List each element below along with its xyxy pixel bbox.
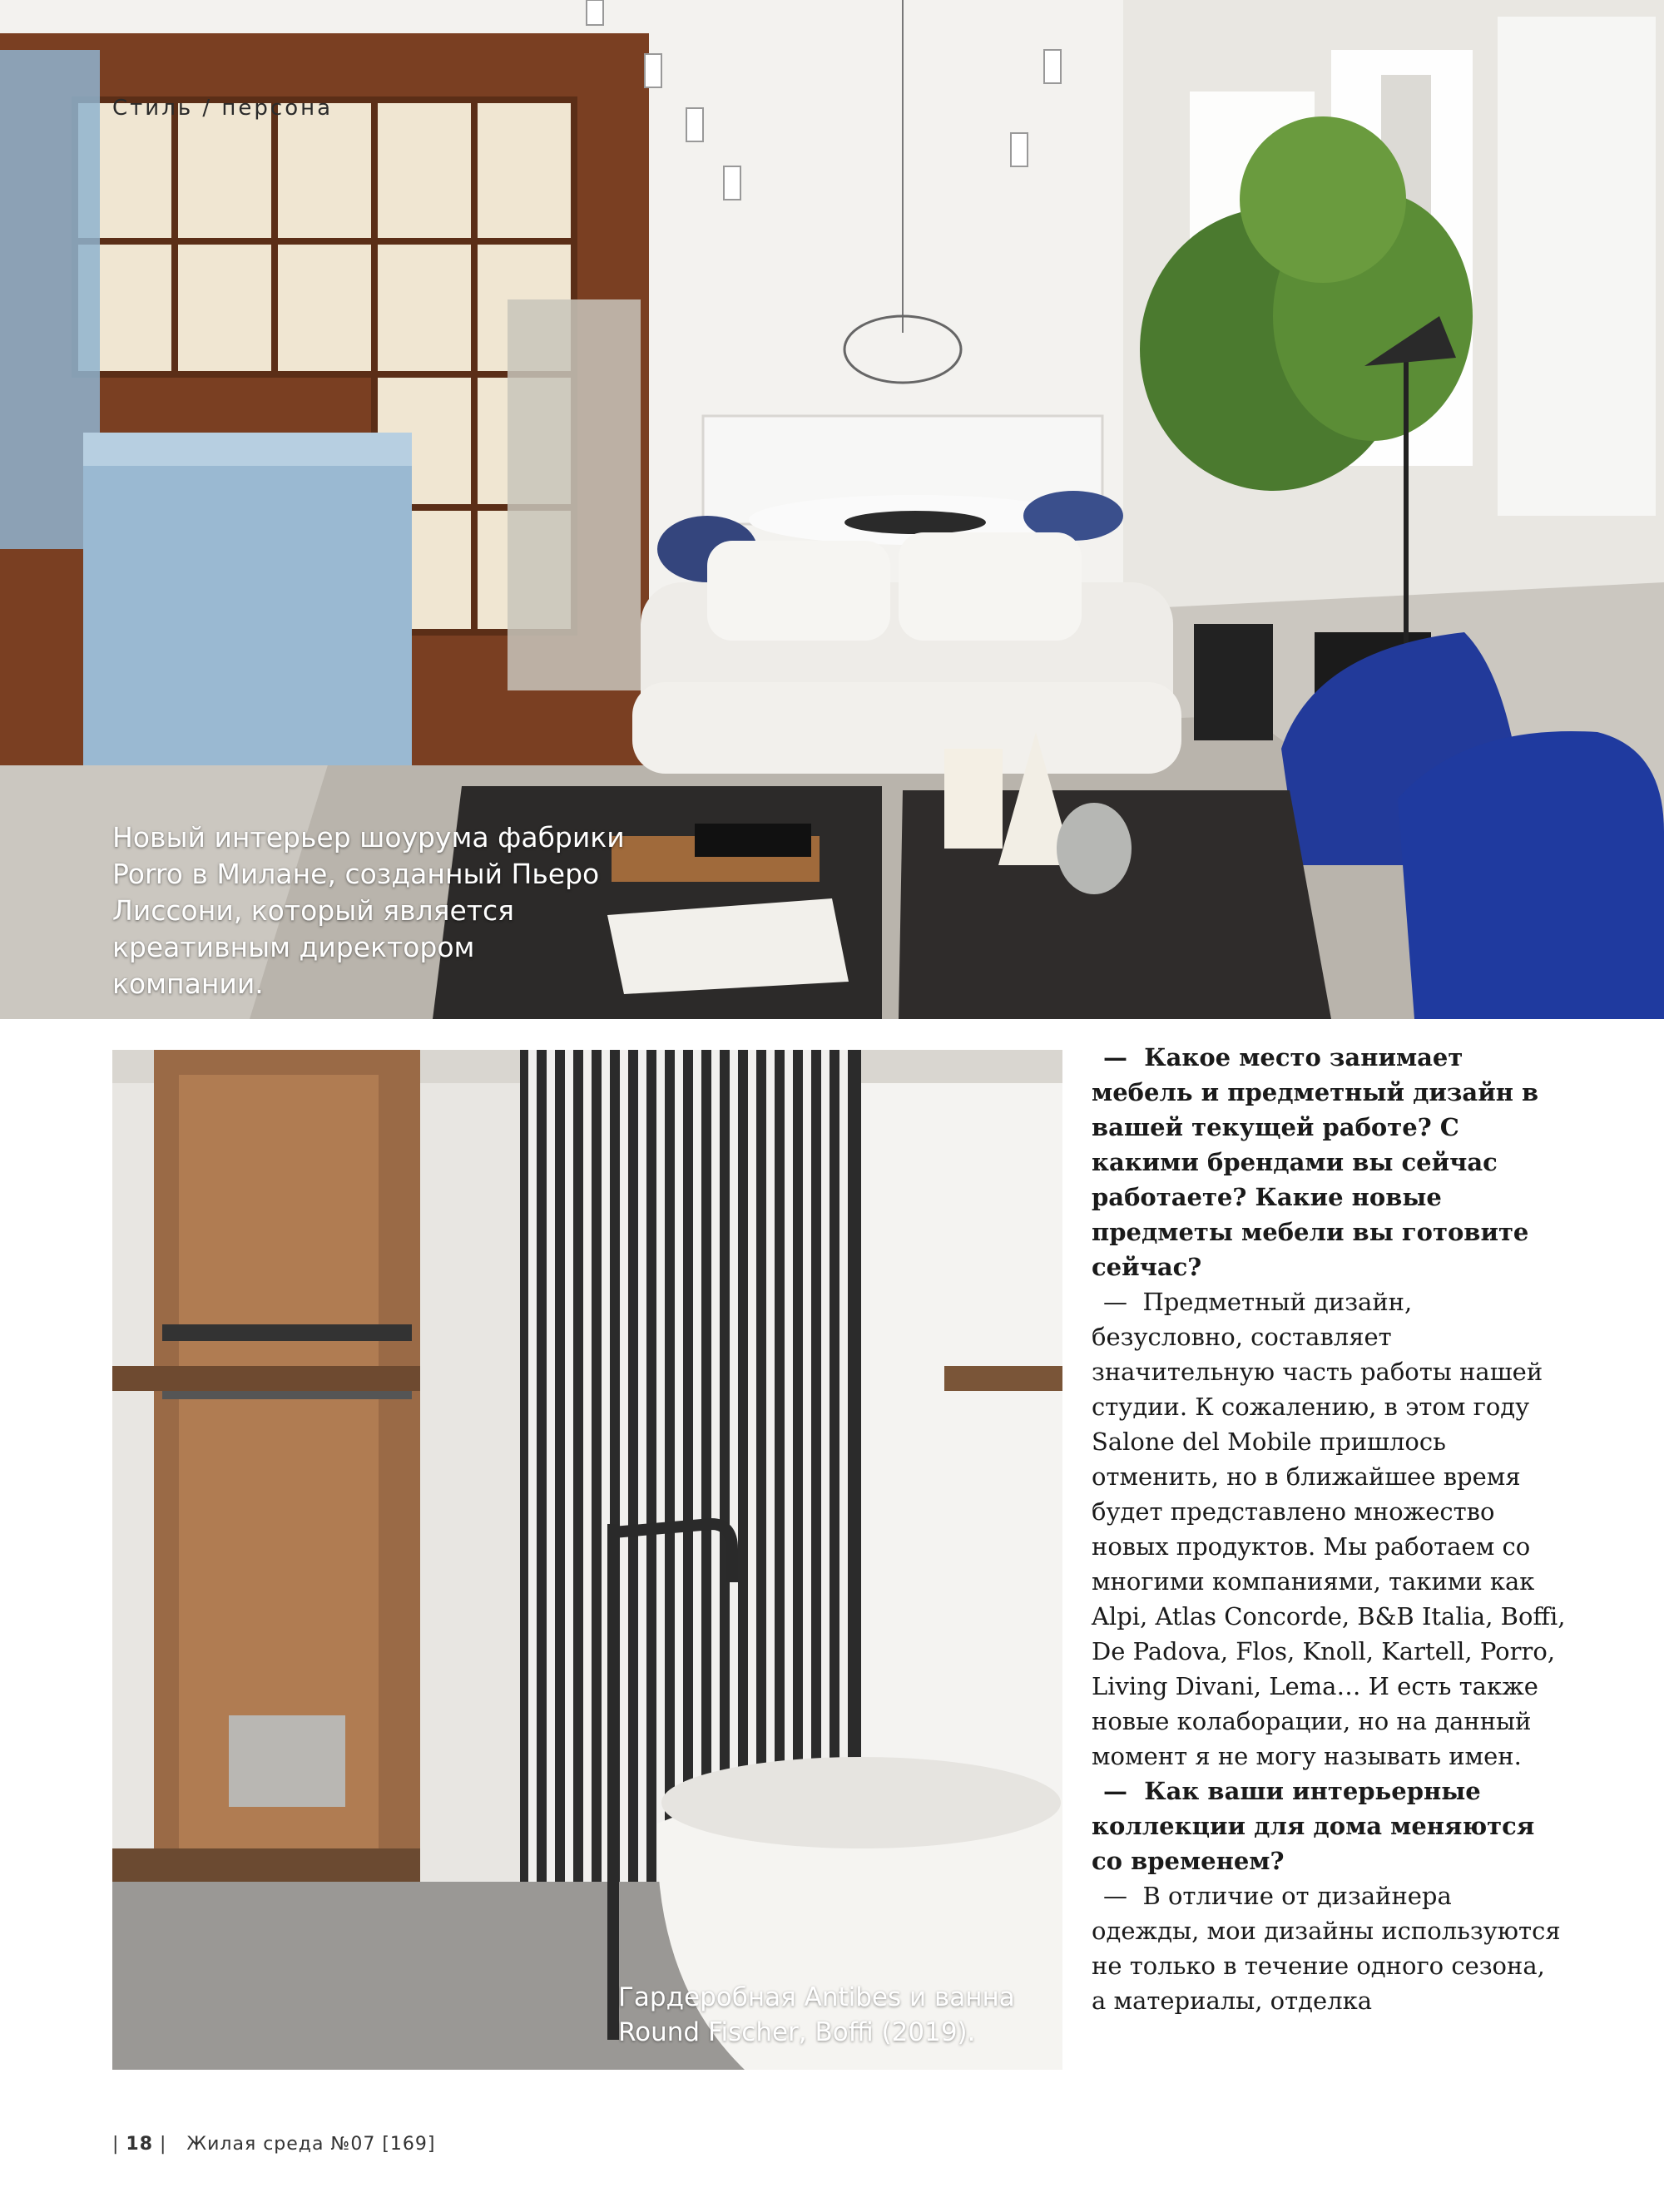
question-1-text: Какое место занимает мебель и предметный дизайн в вашей текущей работе? С какими брендами вы сейчас работаете? Какие новые предметы мебели вы готовите сейчас? [1092, 1043, 1539, 1281]
dash: — [1103, 1043, 1127, 1071]
answer-1-text: Предметный дизайн, безусловно, составляет значительную часть работы нашей студии. К сожалению, в этом году Salone del Mobile пришлось отменить, но в ближайшее время будет представлено множество новых продуктов. Мы работаем со многими компаниями, такими как Alpi, Atlas Concorde, B&B Italia, Boffi, De Padova, Flos, Knoll, Kartell, Porro, Living Divani, Lema… И есть также новые колаборации, но на данный момент я не могу называть имен. [1092, 1288, 1566, 1770]
magazine-issue: Жилая среда №07 [169] [186, 2134, 436, 2155]
wardrobe-bath-illustration [112, 1050, 1062, 2070]
answer-2-text: В отличие от дизайнера одежды, мои дизайны используются не только в течение одного сезона, а материалы, отделка [1092, 1882, 1561, 2015]
dash: — [1103, 1777, 1127, 1805]
section-label: Стиль / персона [112, 96, 334, 121]
wardrobe-bath-caption: Гардеробная Antibes и ванна Round Fischer, Boffi (2019). [618, 1982, 1015, 2047]
answer-1 [1092, 1284, 1566, 1774]
page-footer: | 18 | Жилая среда №07 [169] [112, 2134, 436, 2155]
hero-caption: Новый интерьер шоурума фабрики Porro в Милане, созданный Пьеро Лиссони, который является креативным директором компании. [112, 821, 625, 1000]
question-2 [1092, 1774, 1566, 1878]
question-2-text: Как ваши интерьерные коллекции для дома меняются со временем? [1092, 1777, 1535, 1875]
wardrobe-bath-photo [112, 1050, 1062, 2070]
page-number: 18 [126, 2134, 154, 2155]
hero-photo [0, 0, 1664, 1019]
answer-2 [1092, 1878, 1566, 2018]
dash: — [1103, 1882, 1127, 1910]
question-1 [1092, 1040, 1566, 1284]
dash: — [1103, 1288, 1127, 1316]
interview-text [1092, 1040, 1566, 2018]
